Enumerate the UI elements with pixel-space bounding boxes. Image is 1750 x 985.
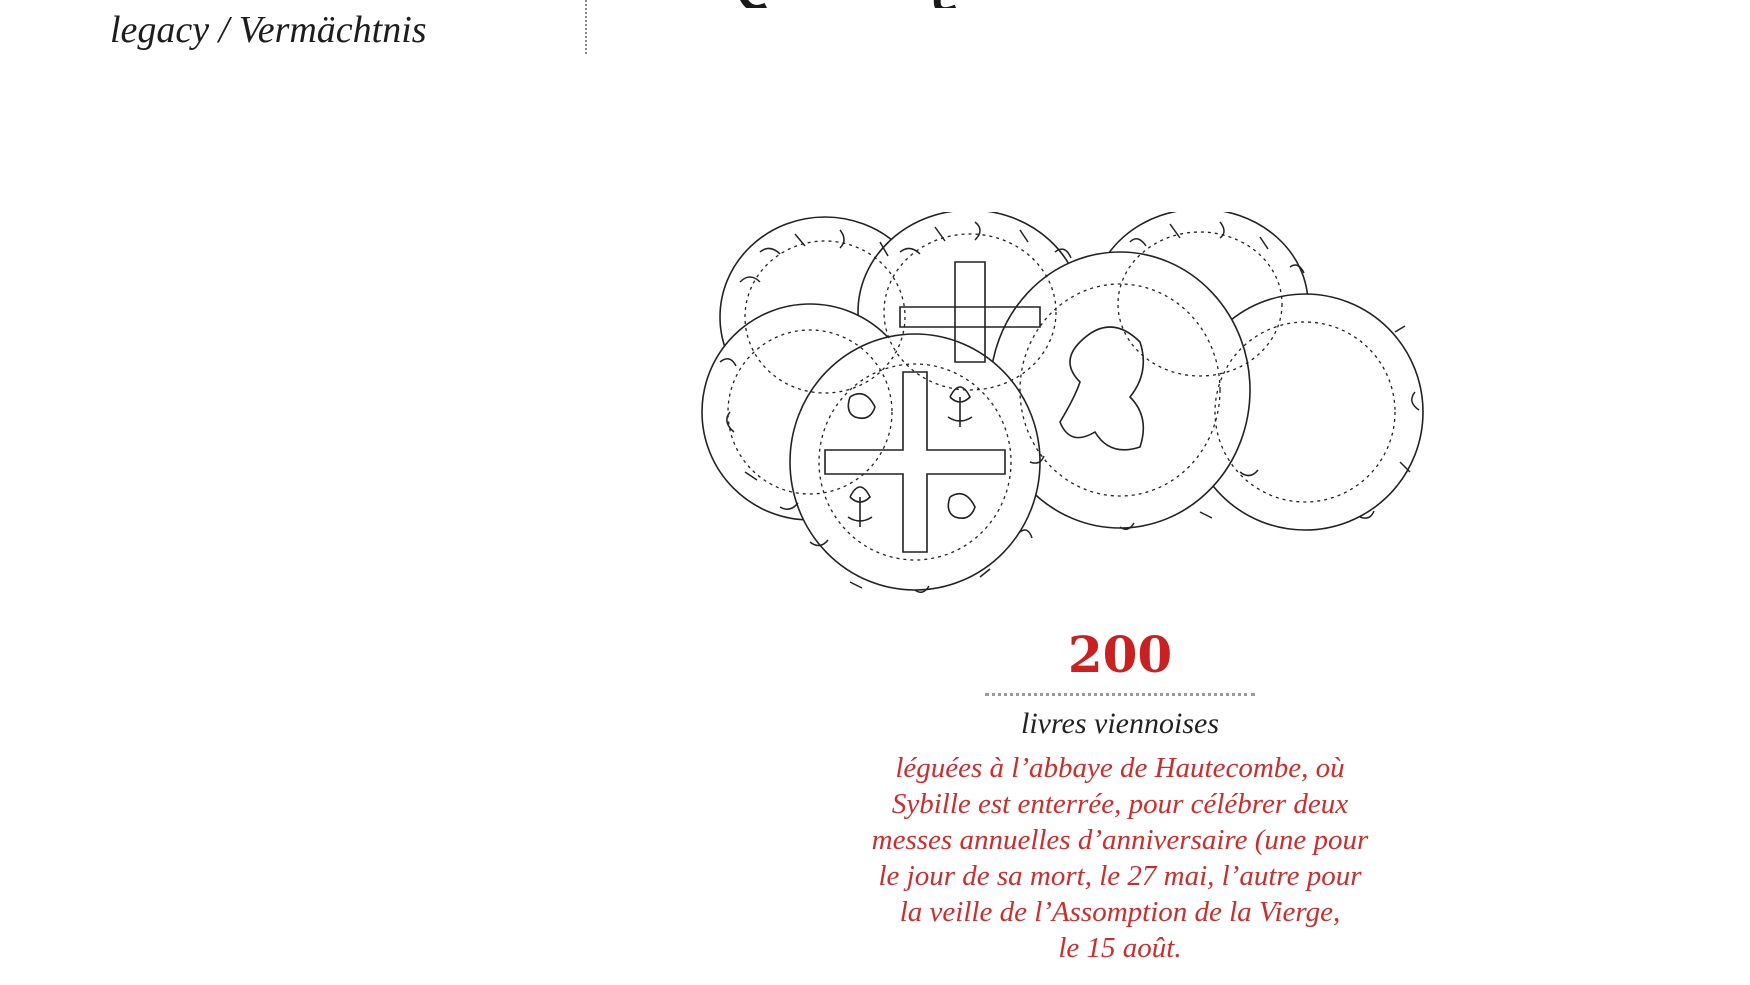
legacy-description: [790, 750, 1450, 966]
description-line: le jour de sa mort, le 27 mai, l’autre pour: [878, 860, 1362, 892]
legacy-figure: [790, 625, 1450, 966]
dotted-separator: [985, 693, 1255, 696]
vertical-divider: [585, 0, 587, 54]
legacy-amount: 200: [1067, 625, 1173, 684]
description-line: Sybille est enterrée, pour célébrer deux: [891, 788, 1349, 820]
description-line: le 15 août.: [1058, 932, 1182, 964]
description-line: messes annuelles d’anniversaire (une pour: [871, 824, 1369, 856]
section-subtitle: legacy / Vermächtnis: [110, 9, 427, 51]
description-line: la veille de l’Assomption de la Vierge,: [899, 896, 1341, 928]
page-title-cropped: [600, 0, 1500, 8]
description-line: léguées à l’abbaye de Hautecombe, où: [895, 752, 1345, 784]
coins-illustration: [700, 212, 1440, 642]
currency-unit: livres viennoises: [1020, 707, 1219, 740]
